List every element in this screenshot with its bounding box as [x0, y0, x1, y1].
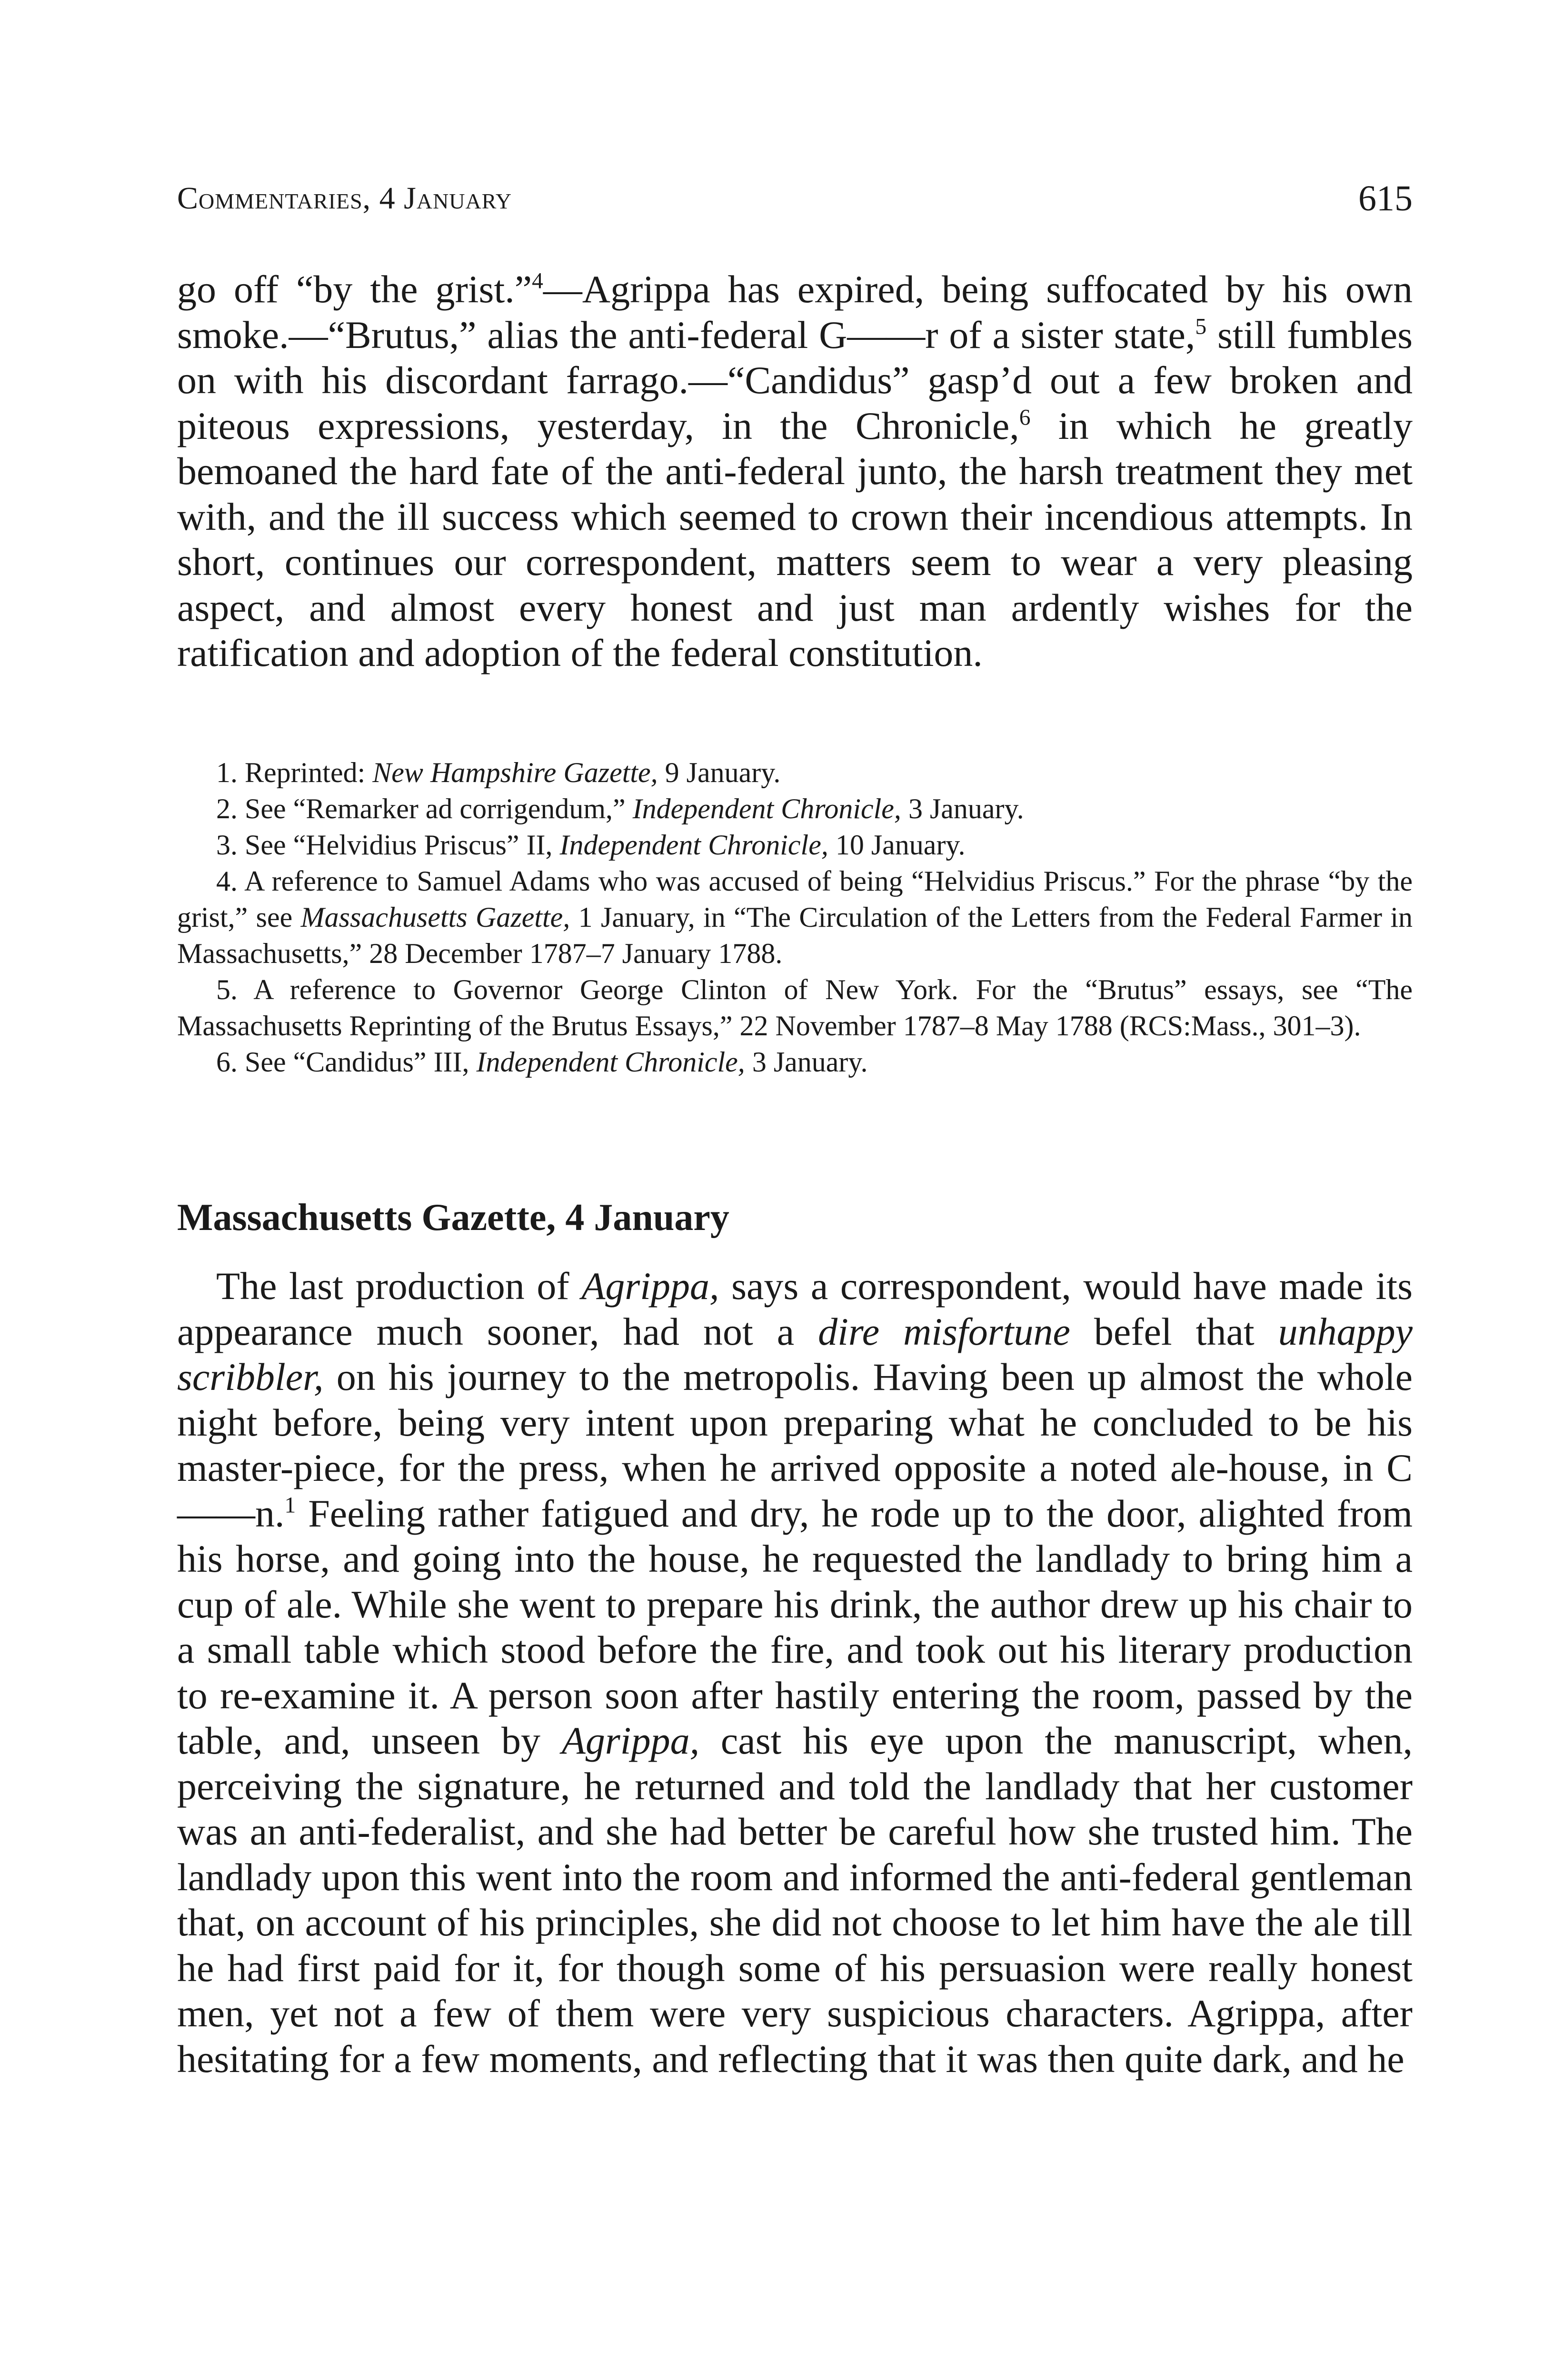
footnote-2: [177, 791, 1413, 827]
footnote-text: 9 January.: [657, 757, 781, 788]
footnote-marker: 6: [1019, 405, 1031, 430]
gazette-section: [177, 1194, 1413, 2082]
footnote-text: 1. Reprinted:: [216, 757, 373, 788]
footnote-marker: 1: [284, 1493, 296, 1518]
footnote-italic: Massachusetts Gazette,: [300, 902, 570, 933]
footnote-text: 5. A reference to Governor George Clinton of New York. For the “Brutus” essays, see “The Massachusetts Reprinting of the Brutus Essays,” 22 November 1787–8 May 1788 (RCS:Mass., 301–3).: [177, 974, 1413, 1041]
section-paragraph: [177, 1263, 1413, 2082]
footnote-text: 3 January.: [745, 1046, 868, 1078]
footnote-text: 3. See “Helvidius Priscus” II,: [216, 829, 560, 861]
body-text: cast his eye upon the manuscript, when, perceiving the signature, he returned and told the landlady that her customer was an anti-federalist, and she had better be careful how she trusted him. The landlady upon this went into the room and informed the anti-federal gentleman that, on account of his principles, she did not choose to let him have the ale till he had first paid for it, for though some of his persuasion were really honest men, yet not a few of them were very suspicious characters. Agrippa, after hesitating for a few moments, and reflecting that it was then quite dark, and he: [177, 1719, 1413, 2081]
continued-paragraph: [177, 267, 1413, 676]
footnote-text: 3 January.: [901, 793, 1024, 824]
body-text: go off “by the grist.”: [177, 268, 532, 311]
footnote-italic: Independent Chronicle,: [632, 793, 901, 824]
body-text: The last production of: [216, 1264, 582, 1308]
body-text: on his journey to the metropolis. Having been up almost the whole night before, being very intent upon preparing what he concluded to be his master-piece, for the press, when he arrived opposite a noted ale-house, in C——n.: [177, 1355, 1413, 1535]
running-head: [177, 177, 1413, 220]
italic-text: dire misfortune: [818, 1309, 1070, 1353]
footnote-text: 4. A reference to Samuel Adams who was accused of being “Helvidius Priscus.” For the phrase “by the grist,” see: [177, 865, 1413, 933]
footnote-text: 1 January, in “The Circulation of the Letters from the Federal Farmer in Massachusetts,” 28 December 1787–7 January 1788.: [177, 902, 1413, 969]
footnote-text: 6. See “Candidus” III,: [216, 1046, 477, 1078]
body-text: —Agrippa has expired, being suffocated by his own smoke.—“Brutus,” alias the anti-federal G——r of a sister state,: [177, 268, 1413, 357]
footnote-marker: 5: [1195, 314, 1207, 339]
italic-text: Agrippa,: [561, 1719, 700, 1762]
body-text: in which he greatly bemoaned the hard fate of the anti-federal junto, the harsh treatment they met with, and the ill success which seemed to crown their incendious attempts. In short, continues our correspondent, matters seem to wear a very pleasing aspect, and almost every honest and just man ardently wishes for the ratification and adoption of the federal constitution.: [177, 404, 1413, 674]
italic-text: Agrippa,: [581, 1264, 719, 1308]
running-head-title: Commentaries, 4 January: [177, 181, 512, 216]
footnotes: [177, 754, 1413, 1080]
page-number: 615: [1358, 178, 1413, 218]
italic-text: unhappy scribbler,: [177, 1309, 1413, 1398]
footnote-5: [177, 972, 1413, 1044]
body-text: Feeling rather fatigued and dry, he rode up to the door, alighted from his horse, and going into the house, he requested the landlady to bring him a cup of ale. While she went to prepare his drink, the author drew up his chair to a small table which stood before the fire, and took out his literary production to re-examine it. A person soon after hastily entering the room, passed by the table, and, unseen by: [177, 1491, 1413, 1762]
footnote-italic: Independent Chronicle,: [476, 1046, 745, 1078]
footnote-text: 2. See “Remarker ad corrigendum,”: [216, 793, 633, 824]
footnote-marker: 4: [532, 268, 543, 294]
footnote-3: [177, 827, 1413, 863]
body-text: befel that: [1070, 1309, 1278, 1353]
body-text: still fumbles on with his discordant farrago.—“Candidus” gasp’d out a few broken and piteous expressions, yesterday, in the Chronicle,: [177, 313, 1413, 447]
footnote-6: [177, 1044, 1413, 1080]
footnote-4: [177, 863, 1413, 972]
footnote-1: [177, 754, 1413, 791]
body-text: says a correspondent, would have made its appearance much sooner, had not a: [177, 1264, 1413, 1353]
section-heading: Massachusetts Gazette, 4 January: [177, 1197, 729, 1239]
footnote-text: 10 January.: [828, 829, 966, 861]
footnote-italic: Independent Chronicle,: [559, 829, 828, 861]
footnote-italic: New Hampshire Gazette,: [372, 757, 658, 788]
